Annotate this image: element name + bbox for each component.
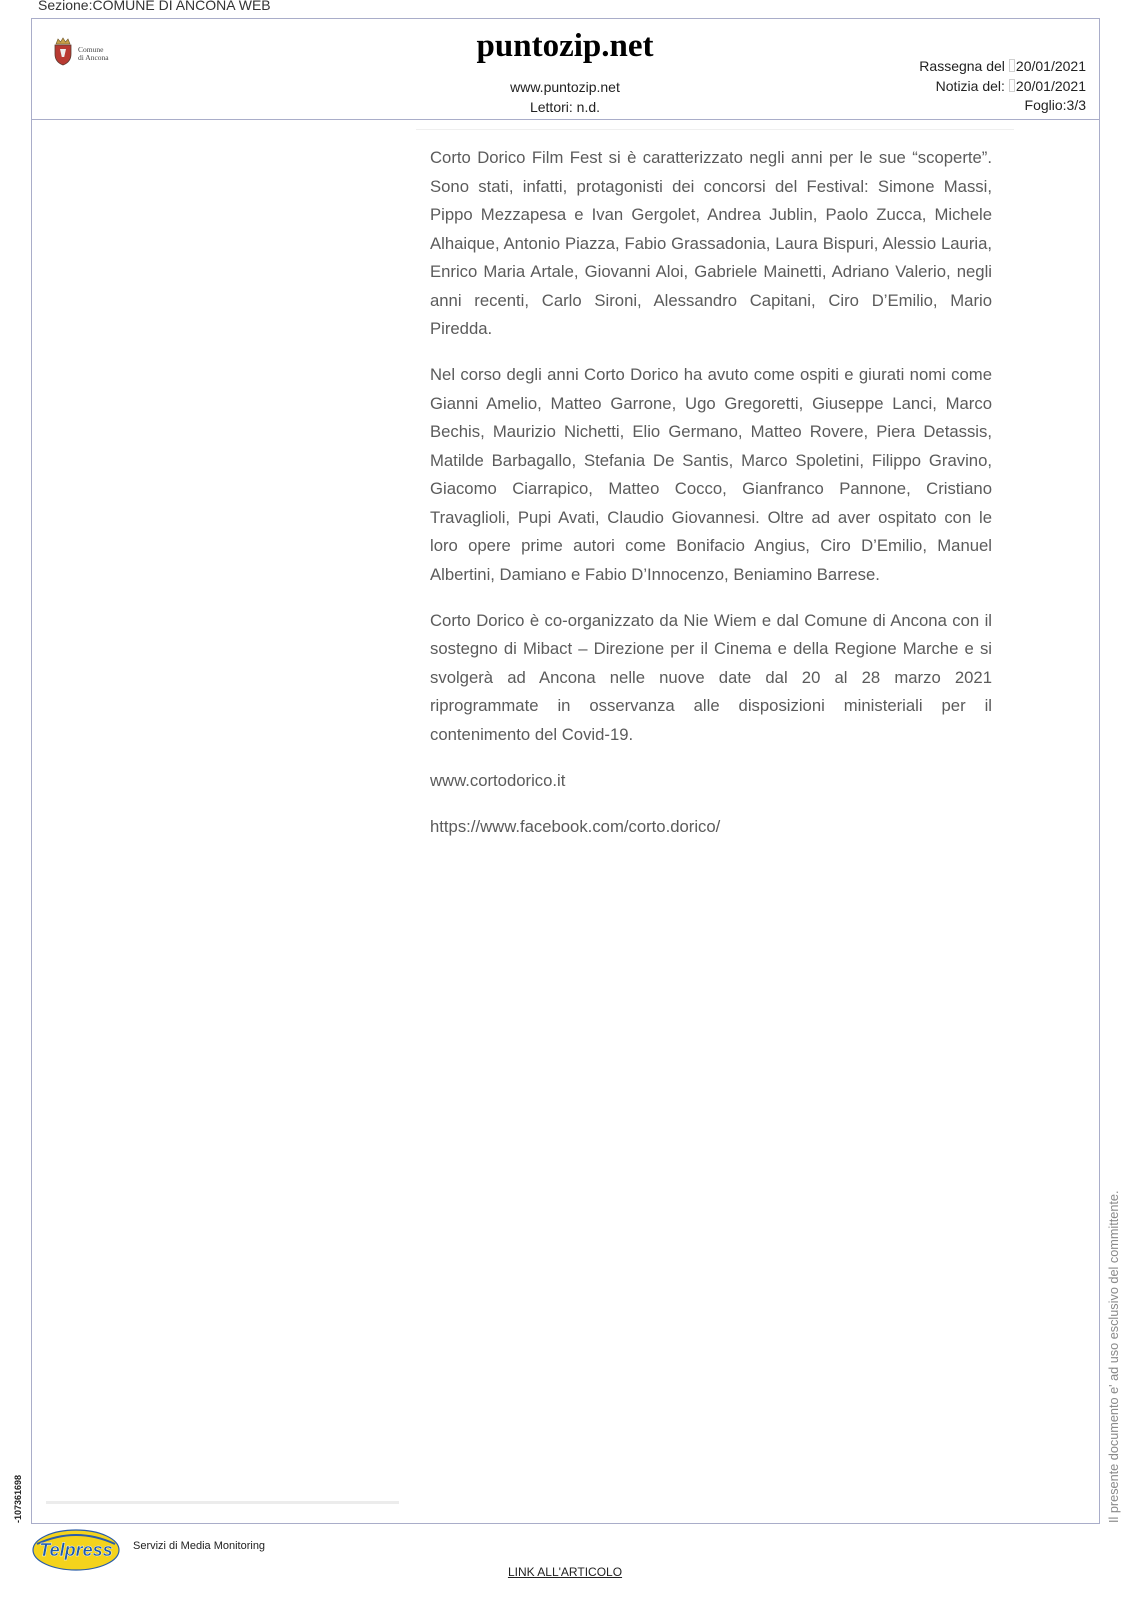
publication-info bbox=[415, 77, 715, 117]
facebook-url: https://www.facebook.com/corto.dorico/ bbox=[430, 816, 721, 836]
publication-url: www.puntozip.net bbox=[510, 79, 620, 95]
logo-line-1: Comune bbox=[78, 44, 104, 54]
article-line: Matilde Barbagallo, Stefania De Santis, Marco Spoletini, Filippo Gravino, bbox=[430, 450, 992, 470]
article-line: Enrico Maria Artale, Giovanni Aloi, Gabriele Mainetti, Adriano Valerio, negli bbox=[430, 262, 992, 281]
article-line: Bechis, Maurizio Nichetti, Elio Germano, Matteo Rovere, Piera Detassis, bbox=[430, 422, 992, 441]
article-line: Corto Dorico Film Fest si è caratterizzato negli anni per le sue “scoperte”. bbox=[430, 148, 992, 167]
article-line: Sono stati, infatti, protagonisti dei concorsi del Festival: Simone Massi, bbox=[430, 176, 992, 196]
website-url: www.cortodorico.it bbox=[430, 770, 566, 790]
news-date: 20/01/2021 bbox=[1015, 77, 1086, 94]
comune-logo bbox=[51, 36, 109, 71]
comune-di-ancona-crest-icon bbox=[51, 36, 75, 71]
review-date-row bbox=[919, 57, 1086, 77]
missing-glyph-box bbox=[1009, 79, 1015, 92]
review-date: 20/01/2021 bbox=[1015, 58, 1086, 74]
article-top-rule bbox=[416, 129, 1014, 130]
article-line: Albertini, Damiano e Fabio D’Innocenzo, Beniamino Barrese. bbox=[430, 564, 880, 584]
article-line: contenimento del Covid-19. bbox=[430, 724, 634, 744]
article-line: Nel corso degli anni Corto Dorico ha avuto come ospiti e giurati nomi come bbox=[430, 365, 992, 384]
review-label: Rassegna del bbox=[919, 58, 1005, 74]
section-label: Sezione:COMUNE DI ANCONA WEB bbox=[38, 0, 271, 13]
article-body bbox=[430, 144, 992, 859]
article-line: svolgerà ad Ancona nelle nuove date dal 20 al 28 marzo 2021 bbox=[430, 667, 992, 687]
article-line: Pippo Mezzapesa e Ivan Gergolet, Andrea Jublin, Paolo Zucca, Michele bbox=[430, 205, 992, 224]
article-line: Alhaique, Antonio Piazza, Fabio Grassadonia, Laura Bispuri, Alessio Lauria, bbox=[430, 233, 992, 253]
article-line: Gianni Amelio, Matteo Garrone, Ugo Gregoretti, Giuseppe Lanci, Marco bbox=[430, 393, 992, 413]
article-line: sostegno di Mibact – Direzione per il Cinema e della Regione Marche e si bbox=[430, 639, 992, 658]
readers-count: Lettori: n.d. bbox=[529, 99, 601, 115]
news-date-row bbox=[919, 77, 1086, 97]
header-divider bbox=[31, 119, 1100, 120]
clipping-dates bbox=[919, 57, 1086, 116]
article-line: Travaglioli, Pupi Avati, Claudio Giovannesi. Oltre ad aver ospitato con le bbox=[430, 507, 992, 527]
publication-title: puntozip.net bbox=[476, 28, 654, 64]
comune-logo-text bbox=[78, 46, 109, 62]
telpress-logo bbox=[31, 1528, 121, 1577]
news-label: Notizia del: bbox=[935, 77, 1005, 94]
article-line: Piredda. bbox=[430, 319, 493, 338]
article-line: riprogrammate in osservanza alle disposizioni ministeriali per il bbox=[430, 696, 992, 715]
article-paragraph bbox=[430, 144, 992, 344]
footer-rule bbox=[46, 1501, 399, 1504]
telpress-wordmark: Telpress bbox=[39, 1540, 113, 1560]
brand-tagline: Servizi di Media Monitoring bbox=[133, 1540, 266, 1552]
article-line: anni recenti, Carlo Sironi, Alessandro Capitani, Ciro D’Emilio, Mario bbox=[430, 290, 992, 310]
article-paragraph bbox=[430, 361, 992, 589]
sheet-number: Foglio:3/3 bbox=[1024, 97, 1086, 114]
article-line: Corto Dorico è co-organizzato da Nie Wiem e dal Comune di Ancona con il bbox=[430, 610, 992, 630]
article-paragraph bbox=[430, 607, 992, 750]
article-line: Giacomo Ciarrapico, Matteo Cocco, Gianfranco Pannone, Cristiano bbox=[430, 479, 992, 498]
article-link[interactable]: LINK ALL'ARTICOLO bbox=[507, 1565, 623, 1579]
missing-glyph-box bbox=[1009, 59, 1015, 72]
document-id: -107361698 bbox=[13, 1474, 23, 1523]
logo-line-2: di Ancona bbox=[78, 52, 109, 62]
article-line: loro opere prime autori come Bonifacio Angius, Ciro D’Emilio, Manuel bbox=[430, 536, 992, 555]
usage-disclaimer: Il presente documento e' ad uso esclusivo del committente. bbox=[1107, 1190, 1121, 1523]
